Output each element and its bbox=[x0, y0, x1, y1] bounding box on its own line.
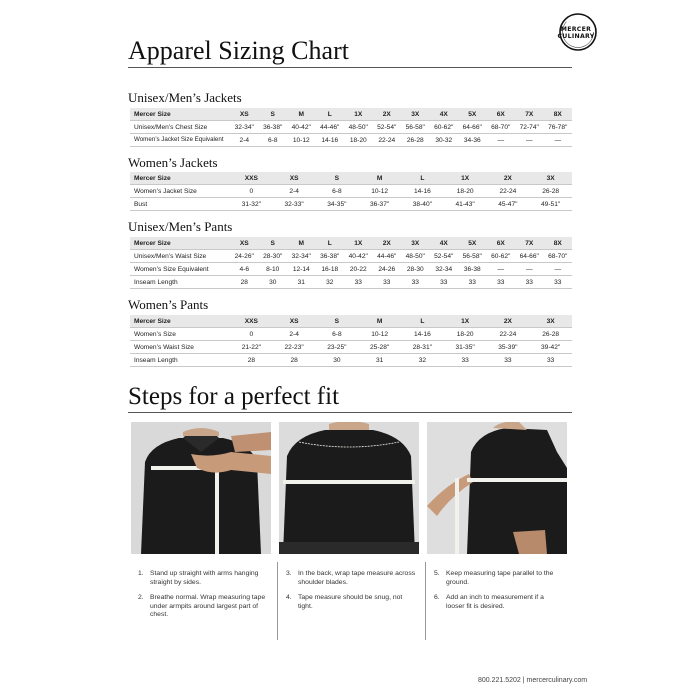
table-cell: 30 bbox=[259, 276, 288, 289]
table-cell: 24-26" bbox=[230, 250, 259, 263]
table-cell: 6-8 bbox=[259, 134, 288, 147]
table-cell: 48-50" bbox=[344, 121, 373, 134]
step-number: 6. bbox=[434, 594, 440, 601]
table-cell: 56-58" bbox=[458, 250, 487, 263]
table-cell: — bbox=[487, 263, 516, 276]
table-cell: 33 bbox=[444, 354, 487, 367]
steps-divider bbox=[128, 412, 572, 413]
table-cell: 68-70" bbox=[544, 250, 573, 263]
table-cell: 2-4 bbox=[273, 328, 316, 341]
table-cell: 14-16 bbox=[316, 134, 345, 147]
table-header-cell: L bbox=[316, 108, 345, 121]
table-header-cell: Mercer Size bbox=[130, 108, 230, 121]
table-cell: 26-28 bbox=[401, 134, 430, 147]
contact-footer: 800.221.5202 | mercerculinary.com bbox=[478, 677, 588, 684]
table-cell: 36-37" bbox=[358, 198, 401, 211]
table-header-cell: 7X bbox=[515, 108, 544, 121]
table-cell: — bbox=[515, 263, 544, 276]
table-header-cell: XXS bbox=[230, 172, 273, 185]
step-number: 5. bbox=[434, 570, 440, 577]
logo-line-2: CULINARY bbox=[557, 33, 595, 40]
steps-divider-1 bbox=[277, 562, 278, 640]
table-cell: 2-4 bbox=[230, 134, 259, 147]
table-cell: — bbox=[487, 134, 516, 147]
table-header-cell: 6X bbox=[487, 237, 516, 250]
logo-line-1: MERCER bbox=[560, 26, 592, 33]
row-label: Unisex/Men’s Waist Size bbox=[130, 250, 230, 263]
table-row bbox=[130, 121, 572, 134]
table-header-cell: S bbox=[259, 108, 288, 121]
table-cell: 33 bbox=[487, 276, 516, 289]
table-cell: 33 bbox=[401, 276, 430, 289]
table-cell: 28 bbox=[230, 354, 273, 367]
table-cell: 10-12 bbox=[287, 134, 316, 147]
table-header-cell: M bbox=[358, 315, 401, 328]
step-text: In the back, wrap tape measure across shoulder blades. bbox=[298, 570, 416, 586]
table-cell: 24-26 bbox=[373, 263, 402, 276]
table-header-cell: XS bbox=[273, 172, 316, 185]
table-cell: 34-36 bbox=[458, 134, 487, 147]
table-header-cell: 6X bbox=[487, 108, 516, 121]
table-cell: 45-47" bbox=[487, 198, 530, 211]
table-cell: 4-6 bbox=[230, 263, 259, 276]
table-cell: 18-20 bbox=[444, 328, 487, 341]
table-cell: 33 bbox=[529, 354, 572, 367]
table-row bbox=[130, 354, 572, 367]
table-cell: 28-30 bbox=[401, 263, 430, 276]
table-row bbox=[130, 341, 572, 354]
photo-back-measure bbox=[279, 422, 419, 554]
table-header-cell: 5X bbox=[458, 108, 487, 121]
table-cell: 10-12 bbox=[358, 328, 401, 341]
table-cell: 52-54" bbox=[373, 121, 402, 134]
table-header-cell: 3X bbox=[401, 237, 430, 250]
table-cell: 33 bbox=[344, 276, 373, 289]
table-header-cell: 2X bbox=[487, 315, 530, 328]
table-cell: 52-54" bbox=[430, 250, 459, 263]
title-divider bbox=[128, 67, 572, 68]
table-header-row bbox=[130, 108, 572, 121]
table-row bbox=[130, 250, 572, 263]
table-cell: 0 bbox=[230, 185, 273, 198]
row-label: Women’s Size bbox=[130, 328, 230, 341]
table-cell: 26-28 bbox=[529, 328, 572, 341]
table-row bbox=[130, 276, 572, 289]
table-cell: 33 bbox=[515, 276, 544, 289]
women-jackets-title: Women’s Jackets bbox=[128, 155, 218, 170]
table-header-cell: 2X bbox=[373, 108, 402, 121]
table-row bbox=[130, 198, 572, 211]
step-text: Breathe normal. Wrap measuring tape under armpits around largest part of chest. bbox=[150, 594, 266, 618]
step-text: Tape measure should be snug, not tight. bbox=[298, 594, 403, 610]
women-pants-title: Women’s Pants bbox=[128, 297, 209, 312]
steps-column-1 bbox=[138, 570, 268, 627]
table-header-row bbox=[130, 237, 572, 250]
row-label: Women’s Waist Size bbox=[130, 341, 230, 354]
table-header-cell: Mercer Size bbox=[130, 315, 230, 328]
table-cell: 36-38" bbox=[259, 121, 288, 134]
table-header-cell: XS bbox=[230, 237, 259, 250]
row-label: Bust bbox=[130, 198, 230, 211]
table-header-cell: 1X bbox=[444, 172, 487, 185]
table-header-cell: 5X bbox=[458, 237, 487, 250]
steps-column-3 bbox=[434, 570, 564, 618]
step-item bbox=[286, 594, 416, 611]
step-item bbox=[138, 594, 268, 620]
table-header-cell: XS bbox=[273, 315, 316, 328]
table-cell: 31 bbox=[287, 276, 316, 289]
table-cell: 30-32 bbox=[430, 134, 459, 147]
table-cell: 26-28 bbox=[529, 185, 572, 198]
table-cell: 36-38 bbox=[458, 263, 487, 276]
table-cell: 76-78" bbox=[544, 121, 573, 134]
table-cell: 72-74" bbox=[515, 121, 544, 134]
step-number: 3. bbox=[286, 570, 292, 577]
table-cell: 16-18 bbox=[316, 263, 345, 276]
table-cell: 60-62" bbox=[430, 121, 459, 134]
table-cell: 0 bbox=[230, 328, 273, 341]
step-text: Keep measuring tape parallel to the ground. bbox=[446, 570, 554, 586]
step-text: Stand up straight with arms hanging straight by sides. bbox=[150, 570, 259, 586]
row-label: Women’s Jacket Size Equivalent bbox=[130, 134, 230, 147]
table-header-cell: M bbox=[287, 237, 316, 250]
table-cell: 60-62" bbox=[487, 250, 516, 263]
table-cell: 32-34" bbox=[230, 121, 259, 134]
row-label: Women’s Size Equivalent bbox=[130, 263, 230, 276]
step-text: Add an inch to measurement if a looser fit is desired. bbox=[446, 594, 544, 610]
table-header-cell: L bbox=[401, 172, 444, 185]
table-cell: 64-66" bbox=[458, 121, 487, 134]
table-header-cell: 8X bbox=[544, 108, 573, 121]
table-cell: 33 bbox=[487, 354, 530, 367]
step-number: 2. bbox=[138, 594, 144, 601]
table-cell: 23-25" bbox=[316, 341, 359, 354]
table-cell: 38-40" bbox=[401, 198, 444, 211]
table-cell: 21-22" bbox=[230, 341, 273, 354]
table-cell: 32 bbox=[316, 276, 345, 289]
table-cell: 44-46" bbox=[373, 250, 402, 263]
table-cell: 22-23" bbox=[273, 341, 316, 354]
table-cell: 14-16 bbox=[401, 185, 444, 198]
table-header-cell: Mercer Size bbox=[130, 172, 230, 185]
unisex-jackets-title: Unisex/Men’s Jackets bbox=[128, 90, 242, 105]
table-cell: 33 bbox=[430, 276, 459, 289]
table-cell: 32-34" bbox=[287, 250, 316, 263]
table-cell: — bbox=[515, 134, 544, 147]
step-number: 4. bbox=[286, 594, 292, 601]
table-cell: 34-35" bbox=[316, 198, 359, 211]
table-cell: 33 bbox=[458, 276, 487, 289]
step-number: 1. bbox=[138, 570, 144, 577]
row-label: Women’s Jacket Size bbox=[130, 185, 230, 198]
unisex-pants-title: Unisex/Men’s Pants bbox=[128, 219, 233, 234]
table-cell: 31 bbox=[358, 354, 401, 367]
table-cell: 18-20 bbox=[344, 134, 373, 147]
table-cell: 33 bbox=[373, 276, 402, 289]
table-header-cell: L bbox=[316, 237, 345, 250]
table-cell: 20-22 bbox=[344, 263, 373, 276]
table-cell: 25-28" bbox=[358, 341, 401, 354]
table-cell: 64-66" bbox=[515, 250, 544, 263]
table-cell: 10-12 bbox=[358, 185, 401, 198]
table-cell: 14-16 bbox=[401, 328, 444, 341]
table-cell: 32-34 bbox=[430, 263, 459, 276]
step-item bbox=[434, 570, 564, 587]
table-cell: 49-51" bbox=[529, 198, 572, 211]
page-title: Apparel Sizing Chart bbox=[128, 36, 349, 65]
table-cell: 56-58" bbox=[401, 121, 430, 134]
table-row bbox=[130, 134, 572, 147]
table-cell: 28 bbox=[273, 354, 316, 367]
table-cell: 39-42" bbox=[529, 341, 572, 354]
table-cell: 18-20 bbox=[444, 185, 487, 198]
table-header-row bbox=[130, 315, 572, 328]
table-header-cell: M bbox=[287, 108, 316, 121]
steps-title: Steps for a perfect fit bbox=[128, 383, 340, 410]
table-cell: 32 bbox=[401, 354, 444, 367]
table-header-cell: 4X bbox=[430, 237, 459, 250]
photo-side-measure bbox=[427, 422, 567, 554]
table-row bbox=[130, 328, 572, 341]
table-cell: 31-35" bbox=[444, 341, 487, 354]
table-cell: 22-24 bbox=[487, 328, 530, 341]
table-header-cell: 4X bbox=[430, 108, 459, 121]
table-cell: 33 bbox=[544, 276, 573, 289]
unisex-jackets-table bbox=[130, 108, 572, 147]
table-header-cell: 1X bbox=[344, 108, 373, 121]
table-header-cell: 7X bbox=[515, 237, 544, 250]
table-cell: 22-24 bbox=[487, 185, 530, 198]
table-cell: 40-42" bbox=[287, 121, 316, 134]
table-cell: 36-38" bbox=[316, 250, 345, 263]
table-cell: 6-8 bbox=[316, 185, 359, 198]
table-header-cell: 1X bbox=[344, 237, 373, 250]
table-header-cell: Mercer Size bbox=[130, 237, 230, 250]
table-header-cell: S bbox=[316, 172, 359, 185]
unisex-pants-table bbox=[130, 237, 572, 289]
table-cell: 44-46" bbox=[316, 121, 345, 134]
table-cell: 31-32" bbox=[230, 198, 273, 211]
photo-front-chest-measure bbox=[131, 422, 271, 554]
table-cell: 12-14 bbox=[287, 263, 316, 276]
table-header-cell: 8X bbox=[544, 237, 573, 250]
table-cell: — bbox=[544, 263, 573, 276]
mercer-culinary-logo bbox=[558, 12, 598, 52]
table-header-row bbox=[130, 172, 572, 185]
row-label: Inseam Length bbox=[130, 276, 230, 289]
row-label: Unisex/Men’s Chest Size bbox=[130, 121, 230, 134]
table-cell: 41-43" bbox=[444, 198, 487, 211]
table-cell: 28-30" bbox=[259, 250, 288, 263]
step-item bbox=[138, 570, 268, 587]
table-header-cell: 2X bbox=[487, 172, 530, 185]
table-cell: 8-10 bbox=[259, 263, 288, 276]
table-cell: 48-50" bbox=[401, 250, 430, 263]
table-cell: 22-24 bbox=[373, 134, 402, 147]
table-header-cell: L bbox=[401, 315, 444, 328]
table-header-cell: M bbox=[358, 172, 401, 185]
table-cell: 28-31" bbox=[401, 341, 444, 354]
steps-column-2 bbox=[286, 570, 416, 618]
table-header-cell: 1X bbox=[444, 315, 487, 328]
step-item bbox=[434, 594, 564, 611]
table-header-cell: 2X bbox=[373, 237, 402, 250]
table-cell: — bbox=[544, 134, 573, 147]
table-header-cell: XS bbox=[230, 108, 259, 121]
steps-divider-2 bbox=[425, 562, 426, 640]
table-header-cell: S bbox=[316, 315, 359, 328]
women-jackets-table bbox=[130, 172, 572, 211]
table-cell: 2-4 bbox=[273, 185, 316, 198]
table-header-cell: 3X bbox=[529, 172, 572, 185]
table-header-cell: S bbox=[259, 237, 288, 250]
table-row bbox=[130, 185, 572, 198]
table-cell: 32-33" bbox=[273, 198, 316, 211]
women-pants-table bbox=[130, 315, 572, 367]
table-cell: 30 bbox=[316, 354, 359, 367]
row-label: Inseam Length bbox=[130, 354, 230, 367]
table-header-cell: XXS bbox=[230, 315, 273, 328]
table-header-cell: 3X bbox=[401, 108, 430, 121]
table-cell: 40-42" bbox=[344, 250, 373, 263]
table-cell: 68-70" bbox=[487, 121, 516, 134]
table-cell: 6-8 bbox=[316, 328, 359, 341]
table-row bbox=[130, 263, 572, 276]
table-cell: 35-39" bbox=[487, 341, 530, 354]
table-header-cell: 3X bbox=[529, 315, 572, 328]
table-cell: 28 bbox=[230, 276, 259, 289]
step-item bbox=[286, 570, 416, 587]
